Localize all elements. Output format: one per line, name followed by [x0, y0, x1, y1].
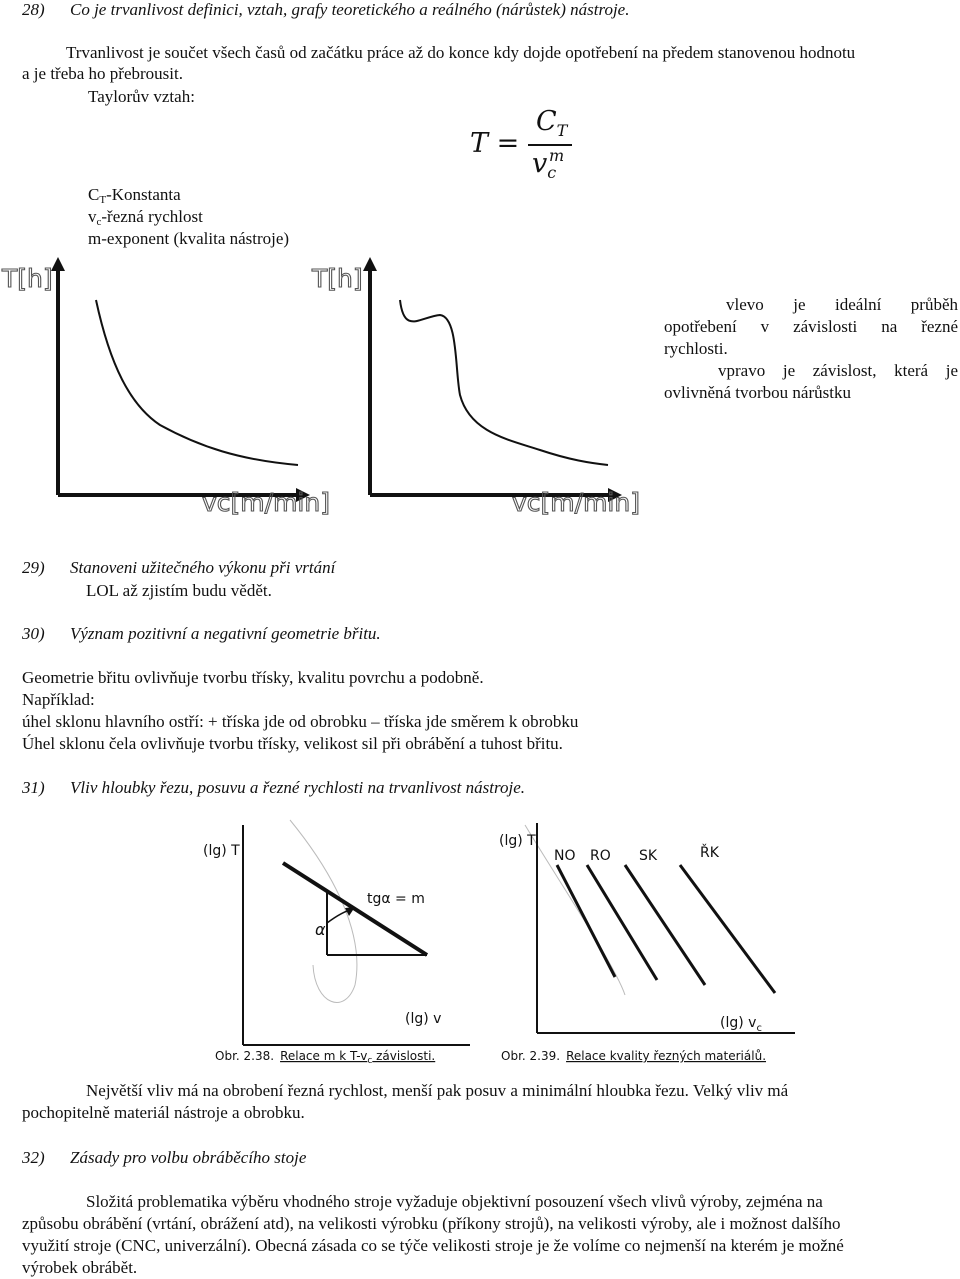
fig2-xlabel: (lg) $v_c$ [720, 1015, 762, 1034]
side-line-3: rychlosti. [664, 339, 728, 358]
q28-para1-line1: Trvanlivost je součet všech časů od začátku práce až do konce kdy dojde opotřebení na předem stanovenou hodnotu [66, 43, 856, 62]
q31-para-line1: Největší vliv má na obrobení řezná rychlost, menší pak posuv a minimální hloubka řezu. Velký vliv má [86, 1081, 789, 1100]
side-line-5: ovlivněná tvorbou nárůstku [664, 383, 851, 402]
q28-number: 28) [22, 0, 45, 19]
q28-title: Co je trvanlivost definici, vztah, grafy teoretického a reálného (nárůstek) nástroje. [70, 0, 630, 19]
fig2-ylabel: (lg) T [499, 833, 536, 849]
q32-line2: způsobu obrábění (vrtání, obrážení atd), na velikosti výrobku (příkony strojů), na velikosti výroby, ale i možnost dalšího [22, 1214, 841, 1233]
q32-heading [22, 1147, 306, 1169]
fig2-label-sk: SK [639, 848, 658, 864]
taylor-formula [470, 106, 610, 191]
graph-right-xlabel: vc[m/min] [512, 488, 640, 517]
fig2-caption: Obr. 2.39. Relace kvality řezných materiálů. [501, 1049, 767, 1063]
q31-heading [22, 777, 525, 799]
fig1-ylabel: (lg) T [203, 843, 240, 859]
side-line-1: vlevo je ideální průběh [726, 295, 958, 314]
graph-right-y-arrow [363, 257, 377, 271]
fig2-label-ro: RO [590, 848, 611, 864]
q31-number: 31) [22, 778, 45, 797]
figure-m-relation [203, 820, 470, 1045]
graph-ideal [1, 257, 330, 517]
fig2-label-no: NO [554, 848, 576, 864]
side-line-2: opotřebení v závislosti na řezné [664, 317, 958, 336]
q30-number: 30) [22, 624, 45, 643]
formula-exponent: m [549, 146, 565, 165]
graph-built-up-edge [311, 257, 640, 517]
def-constant: $C_T$-Konstanta [88, 185, 181, 206]
graph-left-curve [96, 300, 298, 465]
q30-line4: Úhel sklonu čela ovlivňuje tvorbu třísky, velikost sil při obrábění a tuhost břitu. [22, 734, 563, 753]
fig2-label-rk: ŘK [700, 845, 719, 861]
def-exponent: m-exponent (kvalita nástroje) [88, 229, 290, 248]
q30-line1: Geometrie břitu ovlivňuje tvorbu třísky, kvalitu povrchu a podobně. [22, 668, 484, 687]
fig2-line-rk [680, 865, 775, 993]
fig1-annotation: tgα = m [367, 891, 425, 907]
q30-title: Význam pozitivní a negativní geometrie břitu. [70, 624, 381, 643]
fig1-xlabel: (lg) v [405, 1011, 442, 1027]
side-line-4: vpravo je závislost, která je [718, 361, 958, 380]
fig2-line-no [557, 865, 615, 977]
graph-left-xlabel: vc[m/min] [202, 488, 330, 517]
q30-line3: úhel sklonu hlavního ostří: + tříska jde od obrobku – tříska jde směrem k obrobku [22, 712, 579, 731]
graph-description [664, 294, 958, 404]
graph-right-ylabel: T[h] [312, 264, 363, 293]
q31-title: Vliv hloubky řezu, posuvu a řezné rychlosti na trvanlivost nástroje. [70, 778, 525, 797]
graph-left-y-arrow [51, 257, 65, 271]
fig1-alpha: α [315, 920, 326, 939]
q32-line4: výrobek obrábět. [22, 1258, 138, 1277]
q30-line2: Například: [22, 690, 95, 709]
graph-right-curve [400, 300, 608, 465]
graph-left-ylabel: T[h] [2, 264, 53, 293]
tool-life-graphs [0, 255, 660, 525]
figure-cutting-materials [499, 823, 795, 1034]
taylor-label: Taylorův vztah: [88, 87, 195, 106]
q30-heading [22, 623, 381, 645]
formula-denominator: $v_c$ [532, 148, 557, 182]
q29-title: Stanoveni užitečného výkonu při vrtání [70, 558, 336, 577]
q29-number: 29) [22, 558, 45, 577]
q29-answer: LOL až zjistím budu vědět. [86, 581, 272, 600]
def-speed: $v_c$-řezná rychlost [88, 207, 203, 228]
formula-numerator: $C_T$ [536, 106, 568, 140]
q32-line3: využití stroje (CNC, univerzální). Obecná zásada co se týče velikosti stroje je že volíme co nejmenší na kterém je možné [22, 1236, 844, 1255]
fig2-line-ro [587, 865, 657, 980]
q29-heading [22, 557, 335, 579]
formula-lhs: T = [470, 128, 520, 159]
q31-para-line2: pochopitelně materiál nástroje a obrobku. [22, 1103, 305, 1122]
q28-heading [22, 0, 629, 21]
q32-title: Zásady pro volbu obráběcího stoje [70, 1148, 307, 1167]
q28-para1-line2: a je třeba ho přebrousit. [22, 64, 183, 83]
fig1-caption: Obr. 2.38. Relace m k $T-v_c$ závislosti. [215, 1049, 436, 1066]
q32-number: 32) [22, 1148, 45, 1167]
taylor-loglog-figures [195, 815, 795, 1070]
q32-line1: Složitá problematika výběru vhodného stroje vyžaduje objektivní posouzení všech vlivů výroby, zejména na [86, 1192, 823, 1211]
